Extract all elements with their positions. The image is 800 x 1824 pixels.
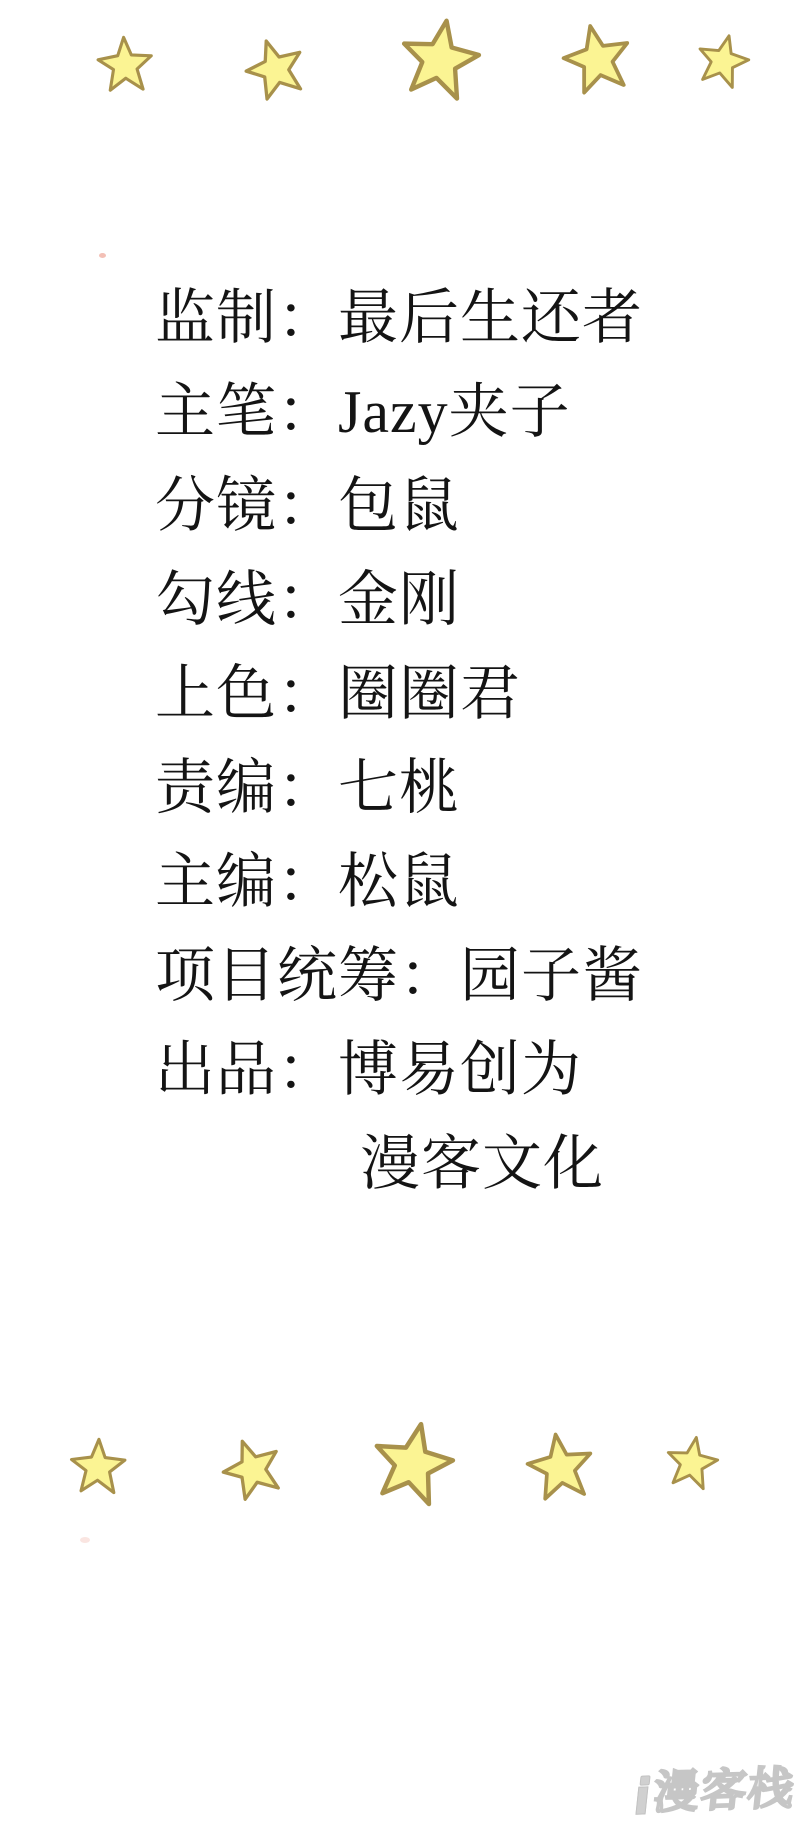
star-icon: [688, 25, 758, 95]
star-icon: [360, 1409, 467, 1516]
watermark-text: 漫客栈: [651, 1762, 799, 1819]
credit-line-storyboard: 分镜：包鼠: [155, 473, 460, 539]
credit-line-coordinator: 项目统筹：园子酱: [155, 943, 643, 1009]
star-icon: [210, 1426, 295, 1511]
credit-line-producer: 出品：博易创为: [155, 1037, 582, 1103]
credit-line-chief-editor: 主编：松鼠: [155, 849, 460, 915]
pink-speck: [99, 253, 106, 258]
star-icon: [66, 1434, 130, 1498]
pink-speck: [80, 1537, 90, 1543]
star-icon: [658, 1428, 725, 1495]
credit-line-lineart: 勾线：金刚: [155, 567, 460, 633]
credit-line-lead-artist: 主笔：Jazy夹子: [155, 379, 571, 445]
credit-line-editor: 责编：七桃: [155, 755, 460, 821]
star-icon: [552, 13, 642, 103]
credit-line-producer-cont: 漫客文化: [360, 1131, 604, 1197]
star-icon: [389, 7, 491, 109]
watermark-i-icon: [635, 1786, 648, 1814]
credit-line-supervisor: 监制：最后生还者: [155, 285, 643, 351]
watermark: [635, 1763, 798, 1818]
credit-line-coloring: 上色：圈圈君: [155, 661, 521, 727]
star-icon: [518, 1424, 602, 1508]
star-icon: [233, 26, 316, 109]
star-icon: [92, 31, 157, 96]
credits-block: [155, 271, 643, 1211]
